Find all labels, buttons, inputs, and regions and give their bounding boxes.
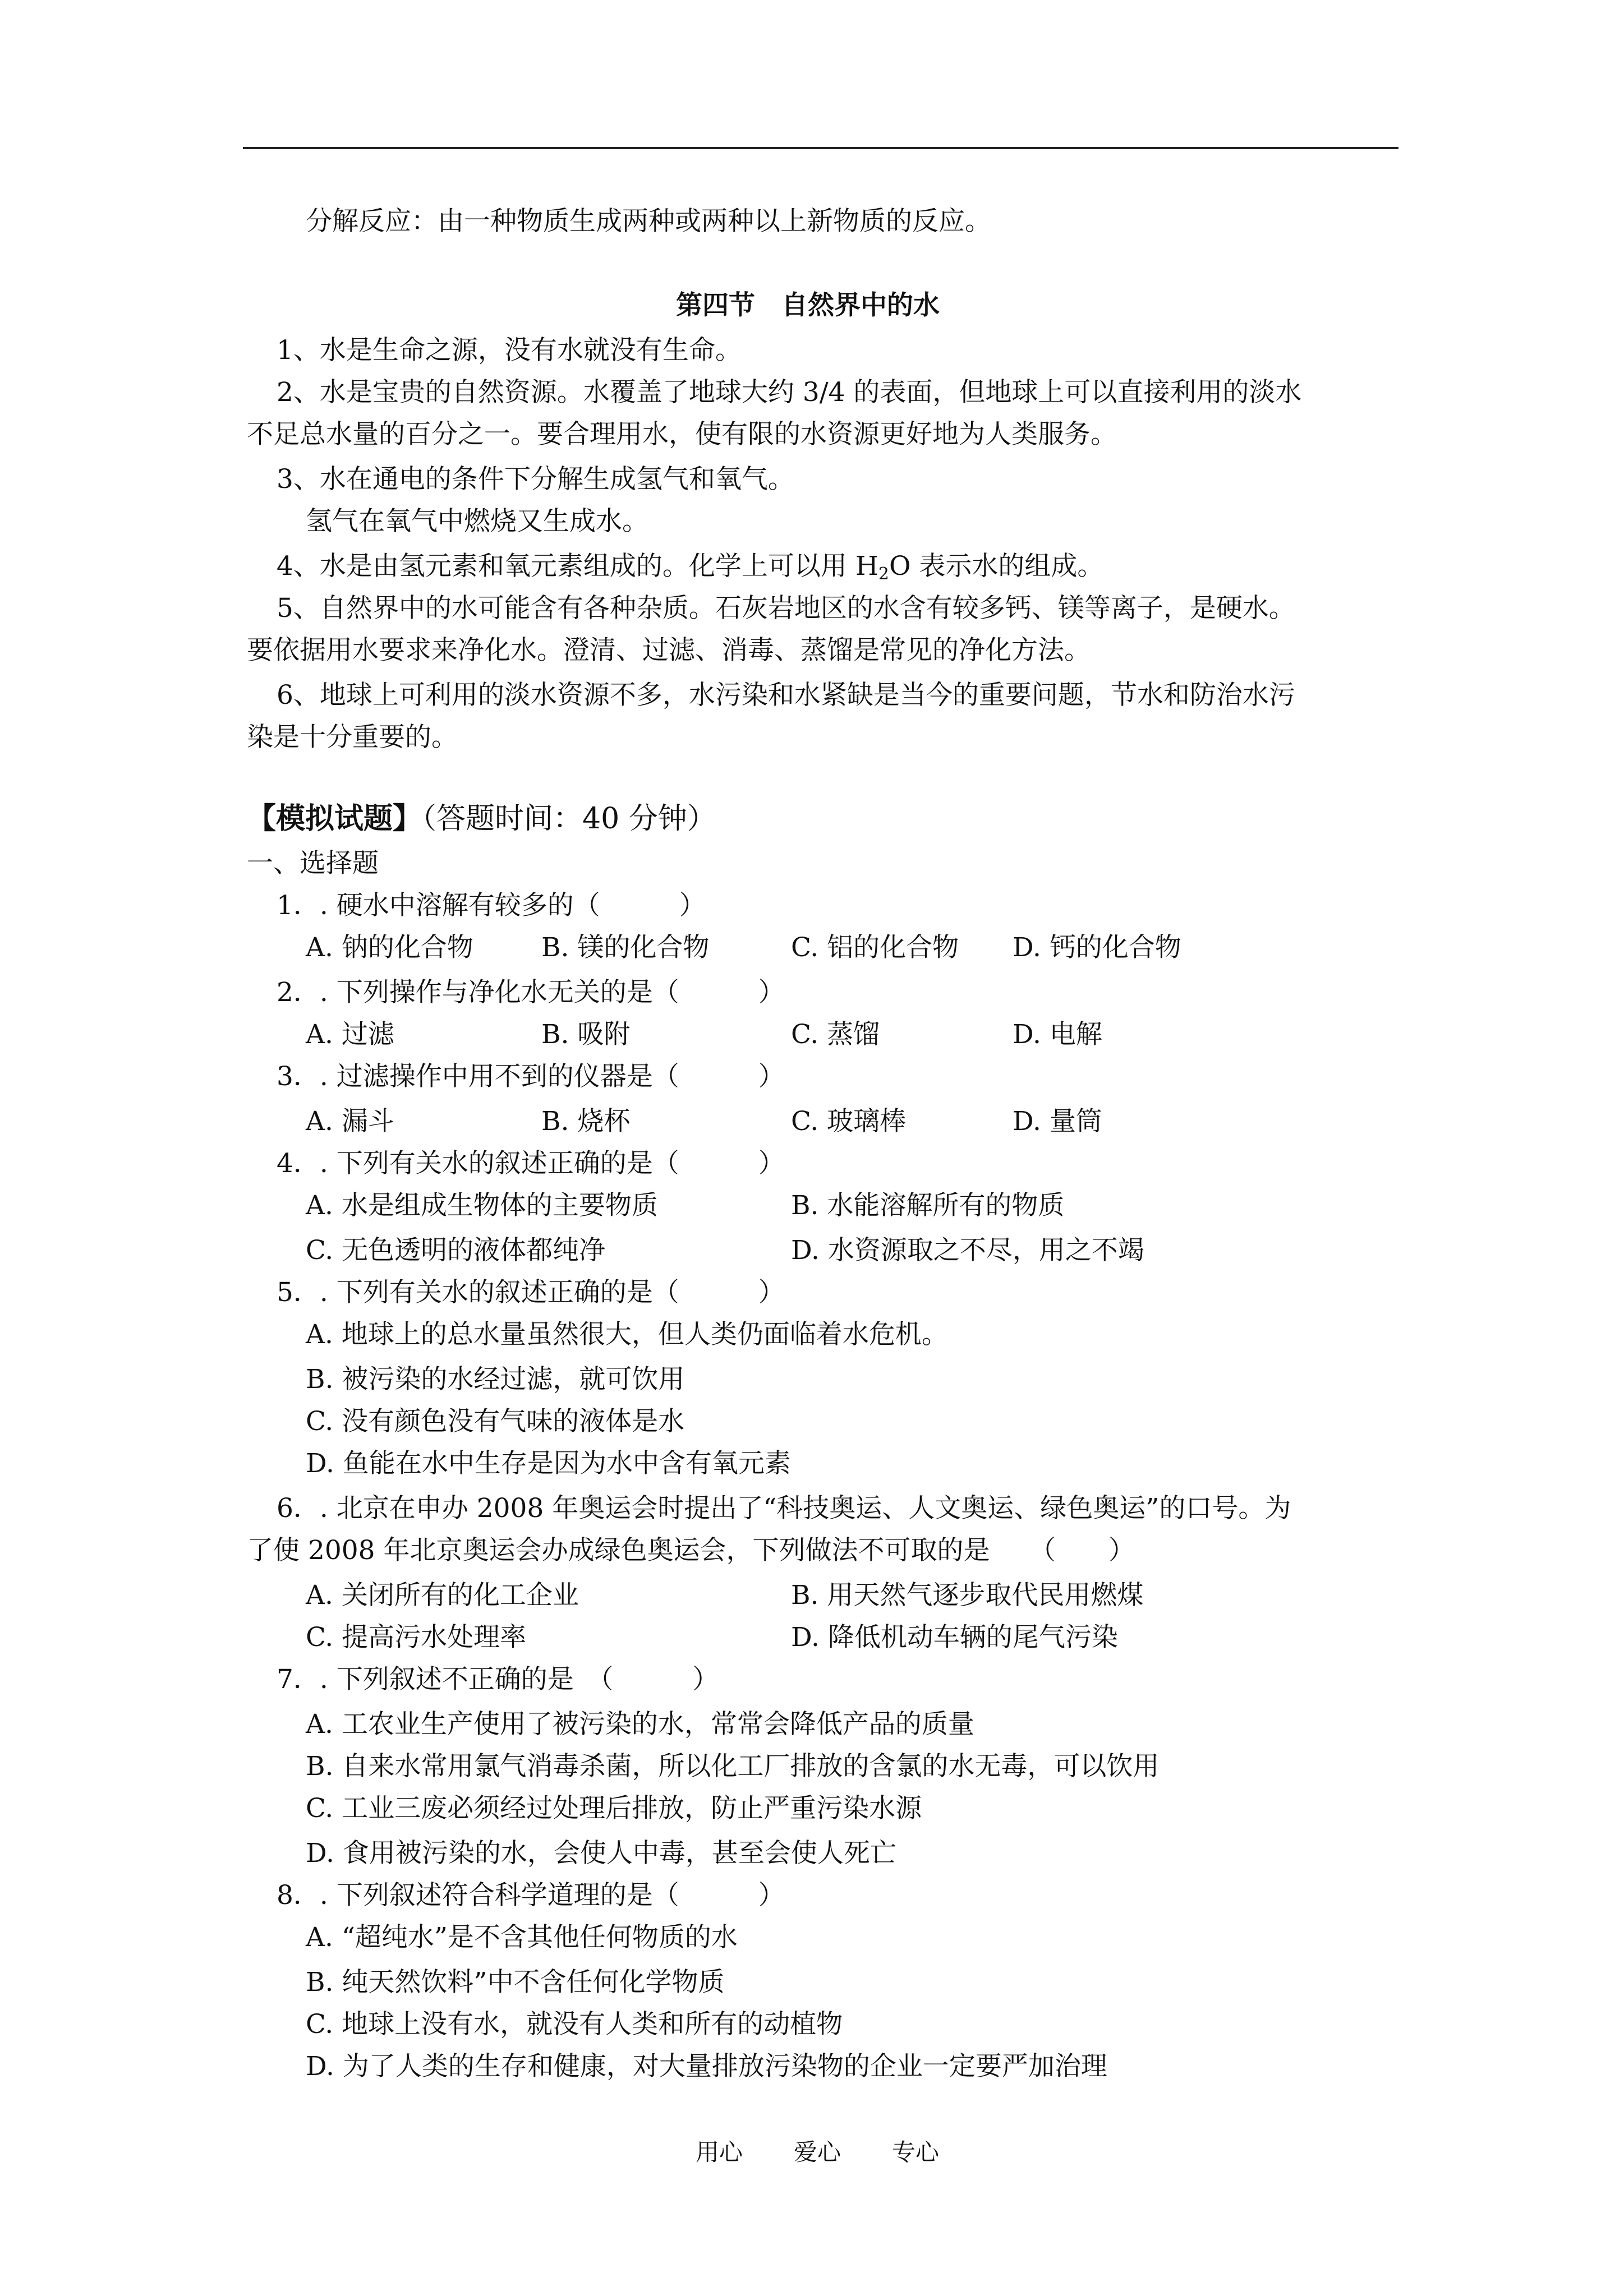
- question-4-option-d: D. 水资源取之不尽，用之不竭: [791, 1235, 1144, 1266]
- question-2-option-c: C. 蒸馏: [791, 1019, 880, 1050]
- question-1-option-c: C. 铝的化合物: [791, 932, 959, 963]
- point-5-line-2: 要依据用水要求来净化水。澄清、过滤、消毒、蒸馏是常见的净化方法。: [247, 635, 1091, 666]
- question-8-stem: 8．. 下列叙述符合科学道理的是（ ）: [277, 1880, 785, 1911]
- question-1-option-d: D. 钙的化合物: [1013, 932, 1181, 963]
- question-2-option-b: B. 吸附: [541, 1019, 631, 1050]
- question-7-option-a: A. 工农业生产使用了被污染的水，常常会降低产品的质量: [306, 1709, 974, 1740]
- question-1-option-b: B. 镁的化合物: [541, 932, 710, 963]
- question-1-option-a: A. 钠的化合物: [306, 932, 473, 963]
- section-title: 第四节 自然界中的水: [676, 290, 940, 321]
- exam-heading: 【模拟试题】: [247, 801, 422, 836]
- question-4-option-b: B. 水能溶解所有的物质: [791, 1190, 1065, 1221]
- point-6-line-2: 染是十分重要的。: [247, 722, 458, 753]
- question-3-stem: 3．. 过滤操作中用不到的仪器是（ ）: [277, 1061, 785, 1092]
- question-6-stem-line-2: 了使 2008 年北京奥运会办成绿色奥运会，下列做法不可取的是 （ ）: [247, 1535, 1135, 1566]
- point-3-line-2: 氢气在氧气中燃烧又生成水。: [306, 506, 648, 537]
- point-2-line-2: 不足总水量的百分之一。要合理用水，使有限的水资源更好地为人类服务。: [247, 419, 1117, 450]
- question-4-option-c: C. 无色透明的液体都纯净: [306, 1235, 606, 1266]
- question-4-stem: 4．. 下列有关水的叙述正确的是（ ）: [277, 1148, 785, 1179]
- intro-line: 分解反应：由一种物质生成两种或两种以上新物质的反应。: [306, 206, 991, 237]
- question-3-option-a: A. 漏斗: [306, 1106, 394, 1137]
- subscript-2: 2: [878, 564, 889, 584]
- question-3-option-c: C. 玻璃棒: [791, 1106, 907, 1137]
- question-7-option-b: B. 自来水常用氯气消毒杀菌，所以化工厂排放的含氯的水无毒，可以饮用: [306, 1751, 1160, 1782]
- point-4-text-end: O 表示水的组成。: [889, 551, 1104, 582]
- question-3-option-d: D. 量筒: [1013, 1106, 1102, 1137]
- question-7-stem: 7．. 下列叙述不正确的是 （ ）: [277, 1664, 719, 1695]
- footer-word-3: 专心: [892, 2138, 940, 2166]
- exam-time-note: （答题时间：40 分钟）: [422, 802, 716, 836]
- question-6-stem-line-1: 6．. 北京在申办 2008 年奥运会时提出了“科技奥运、人文奥运、绿色奥运”的口号。为: [277, 1493, 1291, 1524]
- footer-word-1: 用心: [696, 2138, 743, 2166]
- point-6-line-1: 6、地球上可利用的淡水资源不多，水污染和水紧缺是当今的重要问题，节水和防治水污: [277, 680, 1295, 711]
- question-6-option-b: B. 用天然气逐步取代民用燃煤: [791, 1580, 1144, 1611]
- question-6-option-c: C. 提高污水处理率: [306, 1622, 527, 1653]
- question-2-option-a: A. 过滤: [306, 1019, 394, 1050]
- question-8-option-d: D. 为了人类的生存和健康，对大量排放污染物的企业一定要严加治理: [306, 2051, 1107, 2082]
- question-5-option-b: B. 被污染的水经过滤，就可饮用: [306, 1364, 685, 1395]
- question-5-stem: 5．. 下列有关水的叙述正确的是（ ）: [277, 1277, 785, 1308]
- question-8-option-a: A. “超纯水”是不含其他任何物质的水: [306, 1922, 738, 1953]
- question-6-option-a: A. 关闭所有的化工企业: [306, 1580, 579, 1611]
- point-5-line-1: 5、自然界中的水可能含有各种杂质。石灰岩地区的水含有较多钙、镁等离子，是硬水。: [277, 593, 1295, 624]
- question-7-option-c: C. 工业三废必须经过处理后排放，防止严重污染水源: [306, 1793, 922, 1824]
- question-7-option-d: D. 食用被污染的水，会使人中毒，甚至会使人死亡: [306, 1838, 896, 1869]
- header-rule: [243, 147, 1398, 149]
- point-3-line-1: 3、水在通电的条件下分解生成氢气和氧气。: [277, 464, 794, 495]
- question-2-stem: 2．. 下列操作与净化水无关的是（ ）: [277, 977, 785, 1008]
- question-2-option-d: D. 电解: [1013, 1019, 1102, 1050]
- question-5-option-d: D. 鱼能在水中生存是因为水中含有氧元素: [306, 1448, 791, 1479]
- question-5-option-c: C. 没有颜色没有气味的液体是水: [306, 1406, 685, 1437]
- point-2-line-1: 2、水是宝贵的自然资源。水覆盖了地球大约 3/4 的表面，但地球上可以直接利用的淡水: [277, 377, 1302, 408]
- question-3-option-b: B. 烧杯: [541, 1106, 631, 1137]
- question-6-option-d: D. 降低机动车辆的尾气污染: [791, 1622, 1118, 1653]
- question-5-option-a: A. 地球上的总水量虽然很大，但人类仍面临着水危机。: [306, 1319, 948, 1350]
- question-4-option-a: A. 水是组成生物体的主要物质: [306, 1190, 658, 1221]
- question-1-stem: 1．. 硬水中溶解有较多的（ ）: [277, 890, 706, 921]
- point-1: 1、水是生命之源，没有水就没有生命。: [277, 335, 742, 366]
- exam-part-label: 一、选择题: [247, 848, 379, 879]
- question-8-option-b: B. 纯天然饮料”中不含任何化学物质: [306, 1967, 725, 1998]
- point-4-text: 4、水是由氢元素和氧元素组成的。化学上可以用 H: [277, 551, 878, 582]
- point-4: [277, 550, 1103, 583]
- question-8-option-c: C. 地球上没有水，就没有人类和所有的动植物: [306, 2009, 843, 2040]
- footer-word-2: 爱心: [794, 2138, 841, 2166]
- exam-heading-line: [247, 802, 716, 836]
